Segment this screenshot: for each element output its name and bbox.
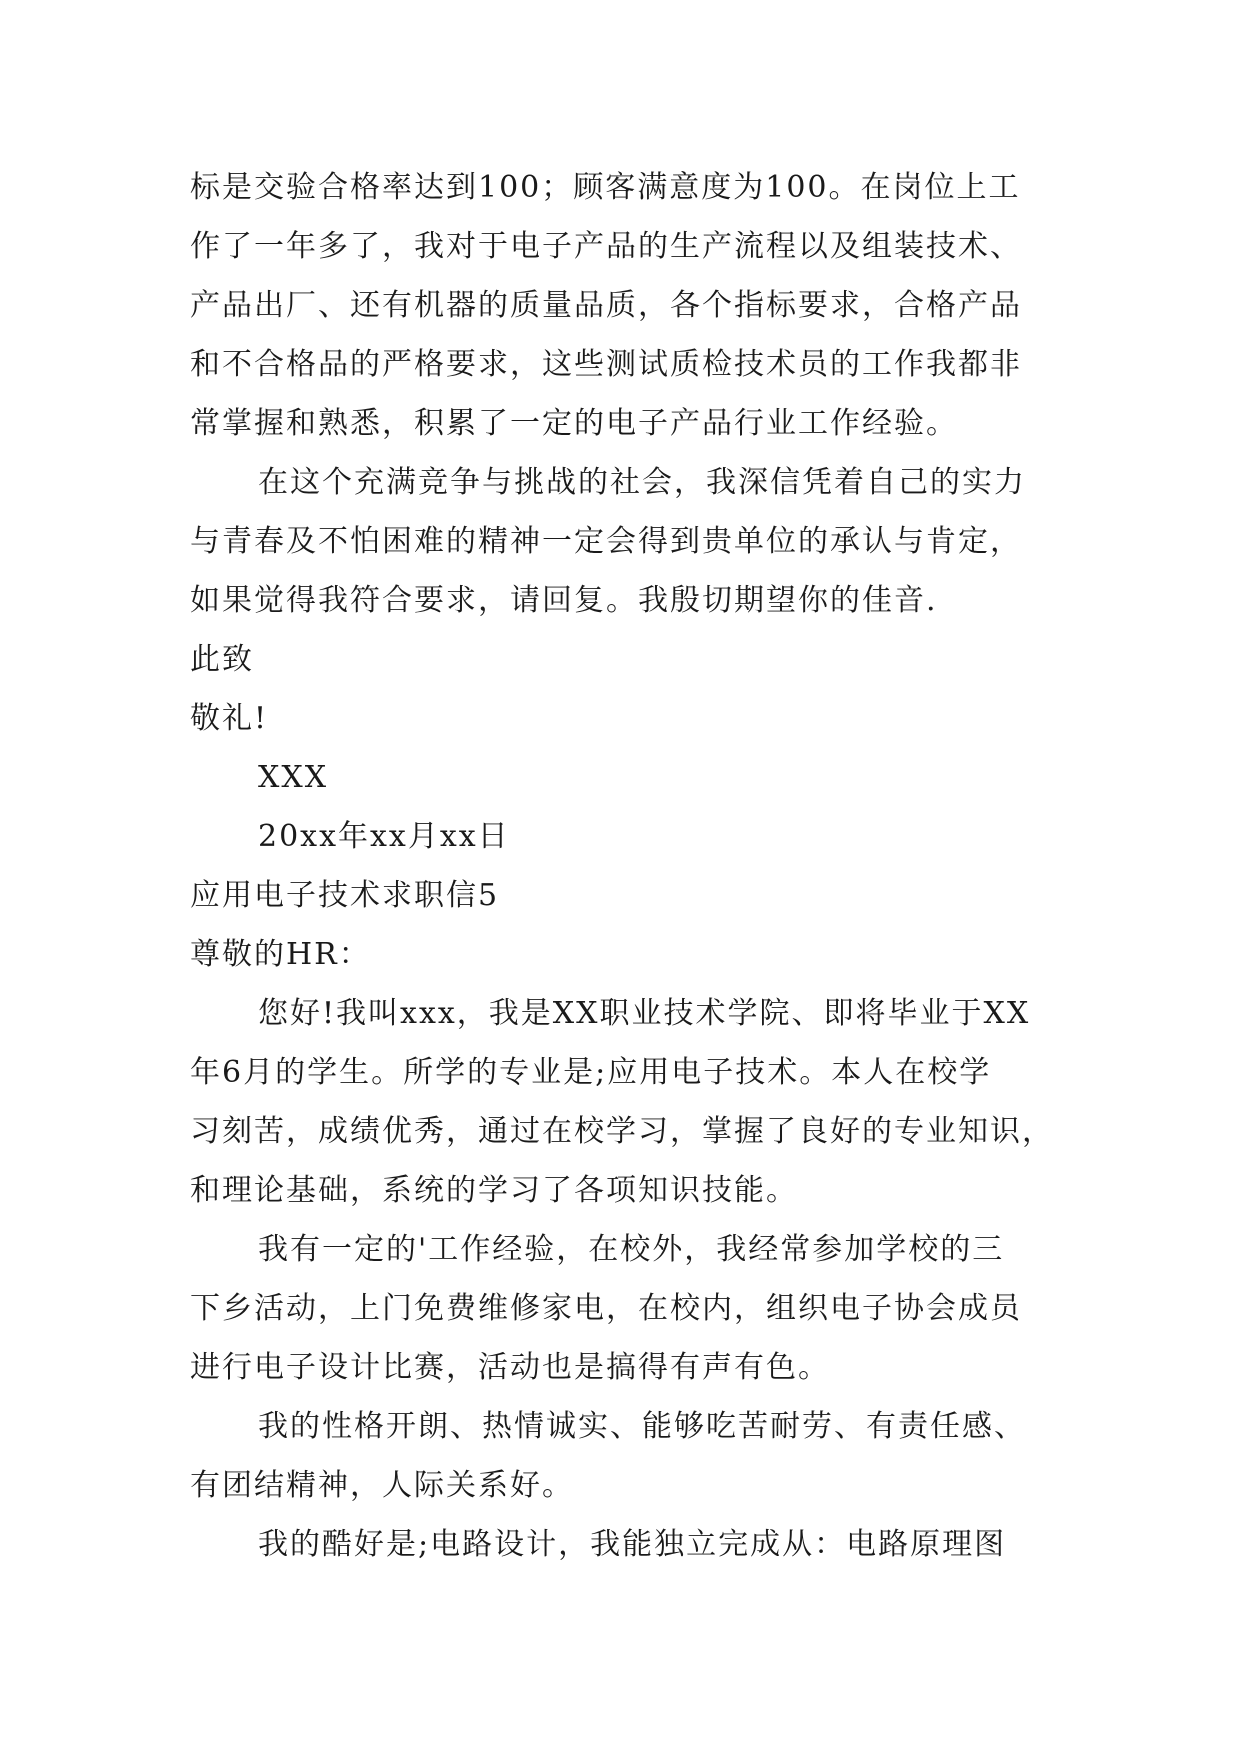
text-line: 与青春及不怕困难的精神一定会得到贵单位的承认与肯定， [190,524,1022,559]
text-line: 标是交验合格率达到100；顾客满意度为100。在岗位上工 [190,170,1021,205]
letter-greeting: 尊敬的HR： [190,937,371,972]
text-line: 您好!我叫xxx，我是XX职业技术学院、即将毕业于XX [258,996,1031,1031]
signature-name: XXX [258,760,329,795]
text-line: 我的性格开朗、热情诚实、能够吃苦耐劳、有责任感、 [258,1409,1026,1444]
text-line: 我有一定的'工作经验，在校外，我经常参加学校的三 [258,1232,1005,1267]
text-line: 我的酷好是;电路设计，我能独立完成从：电路原理图 [258,1527,1007,1562]
text-line: 年6月的学生。所学的专业是;应用电子技术。本人在校学 [190,1055,992,1090]
text-line: 有团结精神，人际关系好。 [190,1468,574,1503]
text-line: 下乡活动，上门免费维修家电，在校内，组织电子协会成员 [190,1291,1022,1326]
text-line: 进行电子设计比赛，活动也是搞得有声有色。 [190,1350,830,1385]
text-line: 常掌握和熟悉，积累了一定的电子产品行业工作经验。 [190,406,958,441]
signature-date: 20xx年xx月xx日 [258,819,510,854]
closing-salutation: 此致 [190,642,254,677]
text-line: 如果觉得我符合要求，请回复。我殷切期望你的佳音. [190,583,938,618]
text-line: 作了一年多了，我对于电子产品的生产流程以及组装技术、 [190,229,1022,264]
section-heading: 应用电子技术求职信5 [190,878,500,913]
closing-regards: 敬礼! [190,701,269,736]
text-line: 在这个充满竞争与挑战的社会，我深信凭着自己的实力 [258,465,1026,500]
text-line: 和理论基础，系统的学习了各项知识技能。 [190,1173,798,1208]
text-line: 习刻苦，成绩优秀，通过在校学习，掌握了良好的专业知识， [190,1114,1054,1149]
text-line: 和不合格品的严格要求，这些测试质检技术员的工作我都非 [190,347,1022,382]
text-line: 产品出厂、还有机器的质量品质，各个指标要求，合格产品 [190,288,1022,323]
